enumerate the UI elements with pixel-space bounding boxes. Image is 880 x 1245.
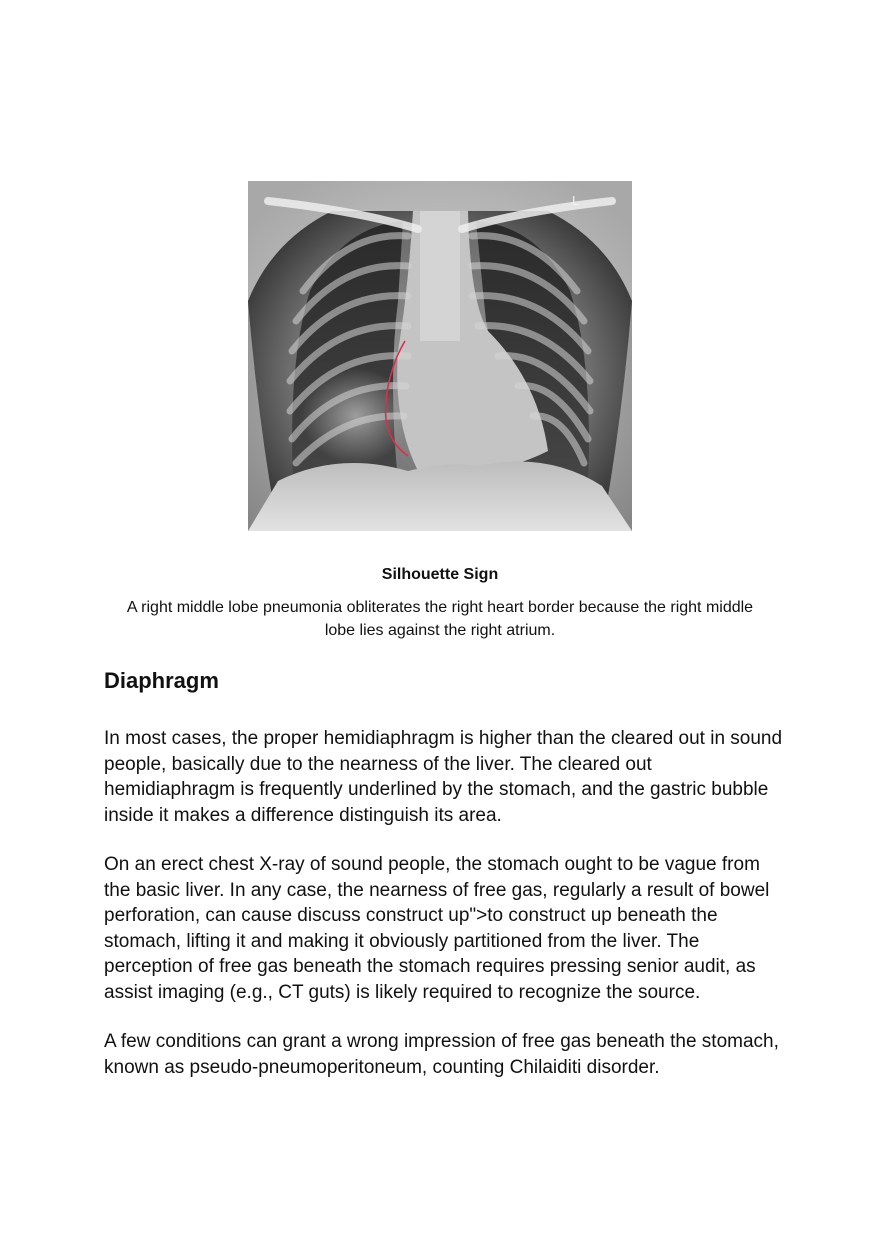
chest-xray-image [248, 181, 632, 531]
section-heading: Diaphragm [104, 668, 219, 693]
paragraph: In most cases, the proper hemidiaphragm is higher than the cleared out in sound people, basically due to the nearness of the liver. The cleared out hemidiaphragm is frequently underlined by the stomach, and the gastric bubble inside it makes a difference distinguish its area. [104, 728, 783, 826]
figure-caption-title: Silhouette Sign [381, 566, 499, 583]
chest-xray-drawing [248, 181, 632, 531]
figure-caption-text: A right middle lobe pneumonia obliterates the right heart border because the right middle lobe lies against the right atrium. [126, 599, 754, 639]
paragraph: A few conditions can grant a wrong impression of free gas beneath the stomach, known as pseudo-pneumoperitoneum, counting Chilaiditi disorder. [104, 1031, 779, 1078]
paragraph: On an erect chest X-ray of sound people, the stomach ought to be vague from the basic liver. In any case, the nearness of free gas, regularly a result of bowel perforation, can cause discuss construct up">to construct up beneath the stomach, lifting it and making it obviously partitioned from the liver. The perception of free gas beneath the stomach requires pressing senior audit, as assist imaging (e.g., CT guts) is likely required to recognize the source. [104, 854, 770, 1003]
xray-marker-label: L [572, 193, 580, 208]
